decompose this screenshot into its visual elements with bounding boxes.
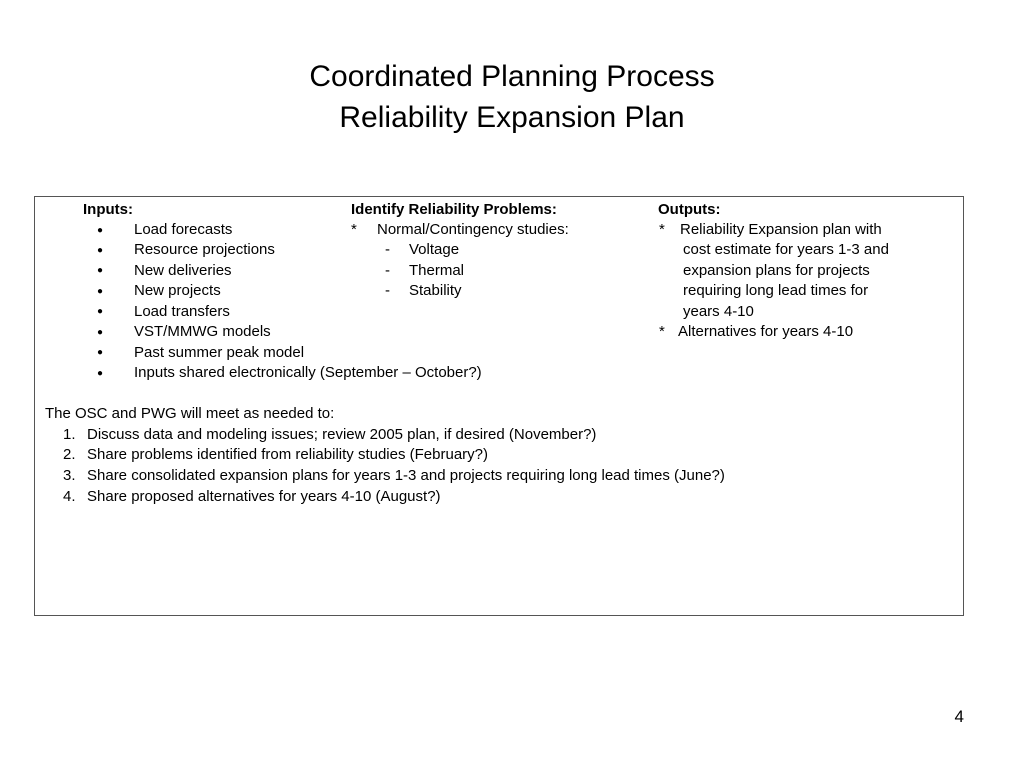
dash-marker: - [385,241,390,258]
title-line-1: Coordinated Planning Process [309,60,715,93]
meeting-item-text: Share proposed alternatives for years 4-10 (August?) [87,488,441,505]
identify-sub-stability: Stability [409,282,462,299]
bullet-icon: ● [97,286,104,297]
meetings-intro: The OSC and PWG will meet as needed to: [45,405,335,422]
identify-sub-thermal: Thermal [409,262,465,279]
identify-sub-voltage: Voltage [409,241,460,258]
input-item-vst-mmwg-models: VST/MMWG models [134,323,271,340]
dash-marker: - [385,262,390,279]
meeting-item-number: 4. [63,488,76,505]
output-item-1-line-5: years 4-10 [683,303,754,320]
input-item-inputs-shared: Inputs shared electronically (September – October?) [134,364,482,381]
meeting-item-text: Share problems identified from reliability studies (February?) [87,446,489,463]
identify-study: Normal/Contingency studies: [377,221,569,238]
meeting-item-text: Discuss data and modeling issues; review 2005 plan, if desired (November?) [87,426,597,443]
output-item-1-line-2: cost estimate for years 1-3 and [683,241,889,258]
bullet-icon: ● [97,265,104,276]
inputs-heading: Inputs: [83,201,133,218]
outputs-marker: * [659,323,665,340]
meeting-item-number: 3. [63,467,76,484]
meeting-item-number: 1. [63,426,76,443]
meeting-item-text: Share consolidated expansion plans for years 1-3 and projects requiring long lead times (June?) [87,467,725,484]
input-item-load-forecasts: Load forecasts [134,221,233,238]
outputs-marker: * [659,221,665,238]
input-item-past-summer-peak-model: Past summer peak model [134,344,305,361]
identify-marker: * [351,221,357,238]
slide-title [0,56,1024,138]
input-item-new-deliveries: New deliveries [134,262,232,279]
input-item-load-transfers: Load transfers [134,303,230,320]
bullet-icon: ● [97,327,104,338]
outputs-heading: Outputs: [658,201,721,218]
identify-heading: Identify Reliability Problems: [351,201,557,218]
output-item-2: Alternatives for years 4-10 [678,323,854,340]
bullet-icon: ● [97,225,104,236]
input-item-resource-projections: Resource projections [134,241,275,258]
title-line-2: Reliability Expansion Plan [339,101,685,134]
bullet-icon: ● [97,306,104,317]
bullet-icon: ● [97,347,104,358]
output-item-1-line-3: expansion plans for projects [683,262,870,279]
meeting-item-number: 2. [63,446,76,463]
input-item-new-projects: New projects [134,282,221,299]
bullet-icon: ● [97,368,104,379]
page-number: 4 [954,707,964,726]
output-item-1-line-4: requiring long lead times for [683,282,869,299]
content-box [34,196,964,616]
output-item-1-line-1: Reliability Expansion plan with [680,221,882,238]
dash-marker: - [385,282,390,299]
bullet-icon: ● [97,245,104,256]
